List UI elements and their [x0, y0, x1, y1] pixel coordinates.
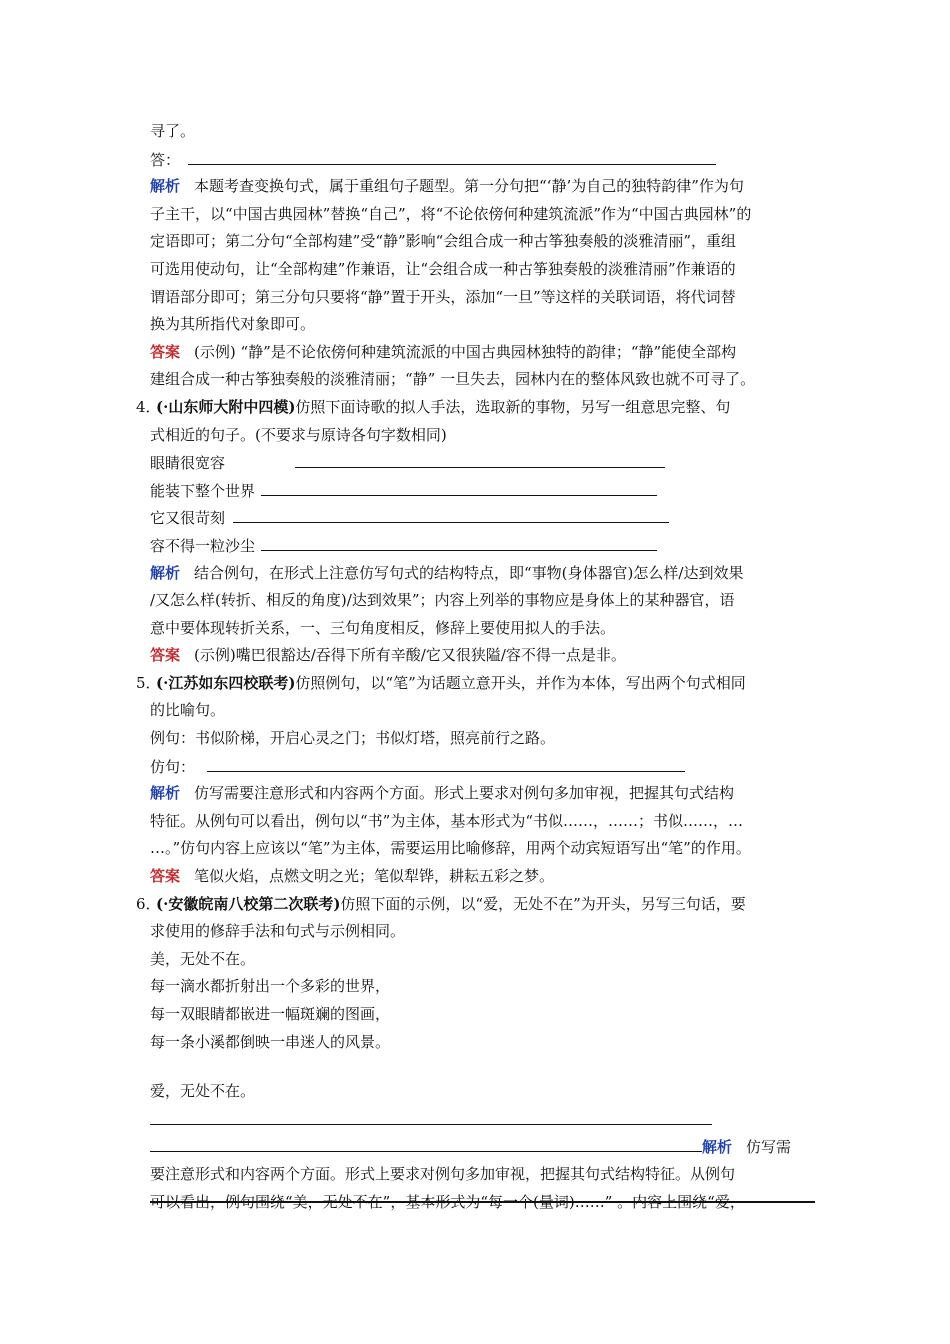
analysis-line: …。”仿句内容上应该以“笔”为主体，需要运用比喻修辞，用两个动宾短语写出“笔”的作用。 — [150, 839, 751, 858]
imitate-label: 仿句： — [150, 757, 196, 776]
question-number: 6． — [136, 894, 161, 913]
answer-key-line — [150, 642, 818, 670]
analysis-line: 可选用使动句，让“全部构建”作兼语，让“会组合成一种古筝独奏般的淡雅清丽”作兼语的 — [150, 259, 736, 278]
answer-blank[interactable] — [261, 532, 657, 551]
analysis-line — [150, 780, 818, 808]
imitate-line — [150, 753, 818, 781]
question-5-stem — [136, 670, 818, 698]
question-stem-text: 仿照下面的示例，以“爱，无处不在”为开头，另写三句话，要 — [340, 894, 746, 913]
poem-text: 容不得一粒沙尘 — [150, 536, 256, 555]
analysis-line: 意中要体现转折关系，一、三句角度相反，修辞上要使用拟人的手法。 — [150, 618, 616, 637]
answer-blank[interactable] — [150, 1133, 702, 1152]
answer-key-text: (示例)嘴巴很豁达/吞得下所有辛酸/它又很狭隘/容不得一点是非。 — [194, 646, 626, 665]
question-6-stem — [136, 891, 818, 919]
answer-key-label: 答案 — [150, 867, 181, 886]
answer-line — [150, 146, 818, 174]
question-stem-text: 仿照例句，以“笔”为话题立意开头，并作为本体，写出两个句式相同 — [295, 673, 746, 692]
question-source: (·江苏如东四校联考) — [156, 673, 296, 692]
analysis-text: 本题考查变换句式，属于重组句子题型。第一分句把“‘静’为自己的独特韵律”作为句 — [194, 177, 744, 196]
poem-text: 眼睛很宽容 — [150, 454, 226, 473]
answer-key-line — [150, 863, 818, 891]
analysis-text: 仿写需要注意形式和内容两个方面。形式上要求对例句多加审视，把握其句式结构 — [194, 784, 735, 803]
spacer — [150, 1056, 818, 1078]
analysis-line: 子主干，以“中国古典园林”替换“自己”，将“不论依傍何种建筑流派”作为“中国古典园林”的 — [150, 204, 752, 223]
question-4-stem — [136, 394, 818, 422]
answer-blank[interactable] — [295, 449, 665, 468]
poem-line: 每一双眼睛都嵌进一幅斑斓的图画， — [150, 1005, 391, 1023]
example-line: 例句：书似阶梯，开启心灵之门；书似灯塔，照亮前行之路。 — [150, 729, 556, 748]
poem-line: 每一滴水都折射出一个多彩的世界， — [150, 977, 391, 996]
answer-key-label: 答案 — [150, 646, 181, 665]
analysis-line: 特征。从例句可以看出，例句以“书”为主体，基本形式为“书似……，……；书似……，… — [150, 811, 744, 830]
analysis-label: 解析 — [702, 1138, 733, 1157]
analysis-label: 解析 — [150, 177, 181, 196]
answer-label: 答： — [150, 150, 181, 169]
document-page — [136, 118, 818, 1216]
poem-line — [150, 532, 818, 560]
blank-line — [150, 1106, 818, 1134]
poem-line: 每一条小溪都倒映一串迷人的风景。 — [150, 1032, 391, 1051]
answer-blank[interactable] — [233, 504, 669, 523]
analysis-label: 解析 — [150, 784, 181, 803]
question-stem-text: 仿照下面诗歌的拟人手法，选取新的事物，另写一组意思完整、句 — [295, 397, 731, 416]
answer-key-text: 笔似火焰，点燃文明之光；笔似犁铧，耕耘五彩之梦。 — [194, 867, 555, 886]
analysis-line — [150, 560, 818, 588]
answer-blank[interactable] — [207, 753, 685, 772]
analysis-line: 可以看出，例句围绕“美，无处不在”，基本形式为“每一个(量词)……” 。内容上围绕“爱， — [150, 1192, 745, 1211]
answer-key-line — [150, 339, 818, 367]
answer-key-label: 答案 — [150, 342, 181, 361]
analysis-line: 定语即可；第二分句“全部构建”受“静”影响“会组合成一种古筝独奏般的淡雅清丽”，重组 — [150, 232, 737, 251]
poem-line — [150, 449, 818, 477]
question-source: (·山东师大附中四模) — [156, 397, 296, 416]
answer-blank[interactable] — [188, 146, 716, 165]
poem-line: 美，无处不在。 — [150, 949, 256, 968]
answer-blank[interactable] — [150, 1106, 712, 1125]
question-number: 5． — [136, 673, 161, 692]
analysis-line — [150, 173, 818, 201]
answer-key-line: 建组合成一种古筝独奏般的淡雅清丽；“静” 一旦失去，园林内在的整体风致也就不可寻了。 — [150, 370, 756, 389]
question-source: (·安徽皖南八校第二次联考) — [156, 894, 341, 913]
text-line: 寻了。 — [150, 122, 196, 140]
analysis-text: 结合例句，在形式上注意仿写句式的结构特点，即“事物(身体器官)怎么样/达到效果 — [194, 563, 744, 582]
answer-blank[interactable] — [261, 477, 657, 496]
analysis-line: /又怎么样(转折、相反的角度)/达到效果”；内容上列举的事物应是身体上的某种器官，语 — [150, 591, 735, 610]
poem-text: 它又很苛刻 — [150, 509, 226, 528]
question-stem-line: 的比喻句。 — [150, 701, 226, 720]
analysis-text: 仿写需 — [746, 1138, 792, 1157]
blank-analysis-line — [150, 1133, 818, 1161]
question-stem-line: 求使用的修辞手法和句式与示例相同。 — [150, 922, 406, 941]
question-stem-line: 式相近的句子。(不要求与原诗各句字数相同) — [150, 425, 447, 444]
analysis-line: 谓语部分即可；第三分句只要将“静”置于开头，添加“一旦”等这样的关联词语，将代词替 — [150, 287, 736, 306]
poem-line — [150, 477, 818, 505]
page-divider — [150, 1201, 815, 1203]
analysis-line: 要注意形式和内容两个方面。形式上要求对例句多加审视，把握其句式结构特征。从例句 — [150, 1164, 736, 1183]
love-line: 爱，无处不在。 — [150, 1082, 256, 1101]
poem-text: 能装下整个世界 — [150, 481, 256, 500]
analysis-line: 换为其所指代对象即可。 — [150, 315, 316, 334]
analysis-label: 解析 — [150, 563, 181, 582]
poem-line — [150, 504, 818, 532]
answer-key-text: (示例) “静”是不论依傍何种建筑流派的中国古典园林独特的韵律；“静”能使全部构 — [194, 342, 737, 361]
question-number: 4． — [136, 397, 161, 416]
